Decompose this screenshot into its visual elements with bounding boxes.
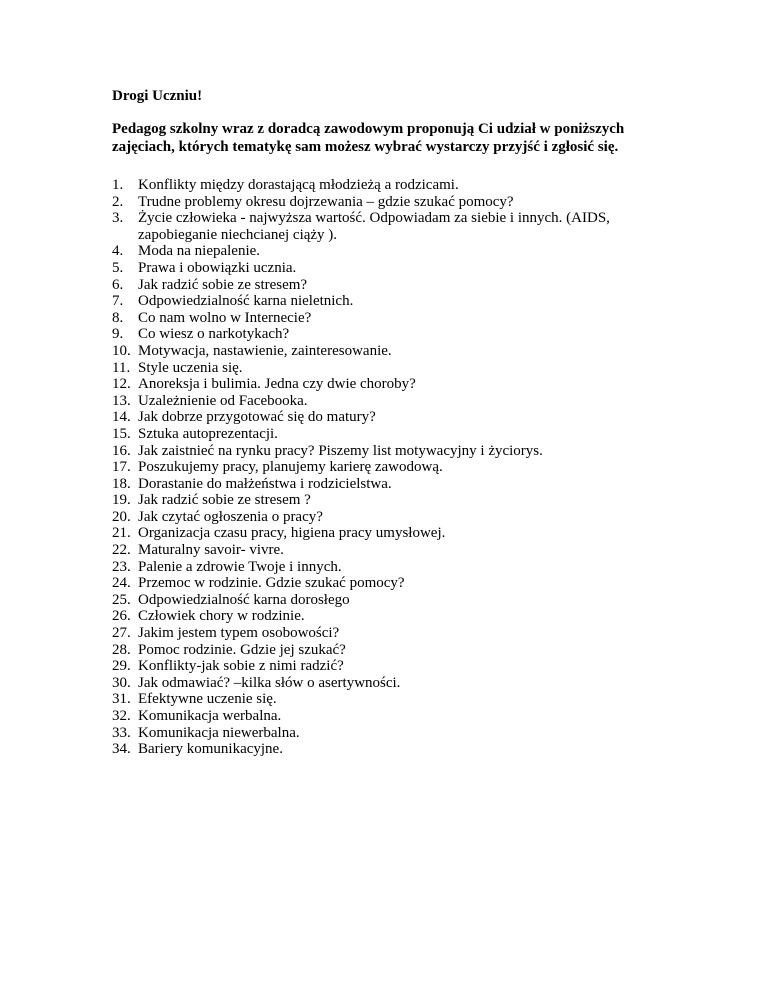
topic-list-item <box>112 741 672 758</box>
intro-paragraph: Pedagog szkolny wraz z doradcą zawodowym proponują Ci udział w poniższych zajęciach, których tematykę sam możesz wybrać wystarczy przyjść i zgłosić się. <box>112 121 625 155</box>
topic-text: Bariery komunikacyjne. <box>138 741 283 758</box>
topic-text: Odpowiedzialność karna nieletnich. <box>138 293 354 310</box>
topic-list-item <box>112 326 672 343</box>
topic-number: 6. <box>112 276 124 293</box>
topic-list-item <box>112 658 672 675</box>
topic-list-item <box>112 691 672 708</box>
topic-list-item <box>112 559 672 576</box>
topic-number: 21. <box>112 525 131 542</box>
topic-number: 14. <box>112 409 131 426</box>
topic-number: 9. <box>112 326 124 343</box>
topic-text: Motywacja, nastawienie, zainteresowanie. <box>138 342 392 359</box>
topic-list-item <box>112 675 672 692</box>
topic-text: Style uczenia się. <box>138 359 243 376</box>
topic-text: Sztuka autoprezentacji. <box>138 425 278 442</box>
topic-text: Pomoc rodzinie. Gdzie jej szukać? <box>138 641 346 658</box>
topic-list-item <box>112 443 672 460</box>
topic-text: Życie człowieka - najwyższa wartość. Odpowiadam za siebie i innych. (AIDS, zapobieganie niechcianej ciąży ). <box>138 210 610 243</box>
topic-text: Anoreksja i bulimia. Jedna czy dwie choroby? <box>138 376 416 393</box>
topic-text: Jak zaistnieć na rynku pracy? Piszemy list motywacyjny i życiorys. <box>138 442 543 459</box>
topic-number: 18. <box>112 475 131 492</box>
topic-text: Prawa i obowiązki ucznia. <box>138 259 297 276</box>
topic-text: Co nam wolno w Internecie? <box>138 309 312 326</box>
topic-number: 23. <box>112 558 131 575</box>
topic-number: 2. <box>112 193 124 210</box>
topic-text: Jak czytać ogłoszenia o pracy? <box>138 508 323 525</box>
topic-number: 15. <box>112 425 131 442</box>
topic-number: 16. <box>112 442 131 459</box>
topic-text: Jak radzić sobie ze stresem ? <box>138 492 311 509</box>
topic-list-item <box>112 243 672 260</box>
topic-list-item <box>112 310 672 327</box>
topic-number: 31. <box>112 691 131 708</box>
topic-list-item <box>112 194 672 211</box>
topic-text: Moda na niepalenie. <box>138 243 261 260</box>
topic-number: 10. <box>112 342 131 359</box>
topic-list-item <box>112 625 672 642</box>
topic-list-item <box>112 525 672 542</box>
topic-text: Organizacja czasu pracy, higiena pracy umysłowej. <box>138 525 446 542</box>
topic-list-item <box>112 476 672 493</box>
greeting-heading: Drogi Uczniu! <box>112 88 203 104</box>
topic-number: 1. <box>112 177 124 193</box>
topics-list <box>112 177 672 758</box>
topic-list-item <box>112 575 672 592</box>
topic-text: Człowiek chory w rodzinie. <box>138 608 305 625</box>
topic-text: Maturalny savoir- vivre. <box>138 542 284 559</box>
topic-list-item <box>112 343 672 360</box>
topic-list-item <box>112 509 672 526</box>
topic-list-item <box>112 426 672 443</box>
topic-number: 28. <box>112 641 131 658</box>
topic-number: 7. <box>112 293 124 310</box>
topic-text: Jak odmawiać? –kilka słów o asertywności. <box>138 674 401 691</box>
topic-number: 5. <box>112 259 124 276</box>
topic-list-item <box>112 708 672 725</box>
topic-list-item <box>112 492 672 509</box>
topic-number: 8. <box>112 309 124 326</box>
topic-list-item <box>112 393 672 410</box>
topic-list-item <box>112 293 672 310</box>
topic-number: 24. <box>112 575 131 592</box>
topic-list-item <box>112 210 672 243</box>
topic-number: 11. <box>112 359 131 376</box>
topic-text: Jak dobrze przygotować się do matury? <box>138 409 376 426</box>
topic-number: 27. <box>112 625 131 642</box>
topic-list-item <box>112 725 672 742</box>
topic-number: 25. <box>112 591 131 608</box>
topic-number: 22. <box>112 542 131 559</box>
topic-number: 19. <box>112 492 131 509</box>
topic-list-item <box>112 542 672 559</box>
topic-text: Jakim jestem typem osobowości? <box>138 625 340 642</box>
topic-list-item <box>112 260 672 277</box>
topic-list-item <box>112 277 672 294</box>
topic-text: Konflikty między dorastającą młodzieżą a rodzicami. <box>138 177 459 193</box>
topic-text: Przemoc w rodzinie. Gdzie szukać pomocy? <box>138 575 405 592</box>
topic-list-item <box>112 459 672 476</box>
topic-text: Odpowiedzialność karna dorosłego <box>138 591 350 608</box>
topic-number: 12. <box>112 376 131 393</box>
topic-number: 17. <box>112 459 131 476</box>
topic-number: 3. <box>112 210 124 227</box>
topic-number: 30. <box>112 674 131 691</box>
topic-text: Trudne problemy okresu dojrzewania – gdzie szukać pomocy? <box>138 193 514 210</box>
topic-list-item <box>112 360 672 377</box>
topic-text: Dorastanie do małżeństwa i rodzicielstwa. <box>138 475 392 492</box>
topic-text: Uzależnienie od Facebooka. <box>138 392 308 409</box>
topic-number: 29. <box>112 658 131 675</box>
topic-list-item <box>112 592 672 609</box>
topic-number: 32. <box>112 708 131 724</box>
topic-text: Co wiesz o narkotykach? <box>138 326 290 343</box>
topic-list-item <box>112 409 672 426</box>
topic-text: Konflikty-jak sobie z nimi radzić? <box>138 658 344 675</box>
topic-list-item <box>112 177 672 194</box>
topic-number: 34. <box>112 741 131 758</box>
topic-text: Komunikacja werbalna. <box>138 708 282 724</box>
topic-number: 26. <box>112 608 131 625</box>
topic-number: 13. <box>112 392 131 409</box>
topic-text: Poszukujemy pracy, planujemy karierę zawodową. <box>138 459 443 476</box>
topic-number: 4. <box>112 243 124 260</box>
topic-list-item <box>112 376 672 393</box>
topic-list-item <box>112 608 672 625</box>
topic-text: Palenie a zdrowie Twoje i innych. <box>138 558 342 575</box>
topic-text: Komunikacja niewerbalna. <box>138 724 300 741</box>
topic-text: Efektywne uczenie się. <box>138 691 277 708</box>
topic-number: 20. <box>112 508 131 525</box>
topic-text: Jak radzić sobie ze stresem? <box>138 276 308 293</box>
topic-number: 33. <box>112 724 131 741</box>
topic-list-item <box>112 642 672 659</box>
